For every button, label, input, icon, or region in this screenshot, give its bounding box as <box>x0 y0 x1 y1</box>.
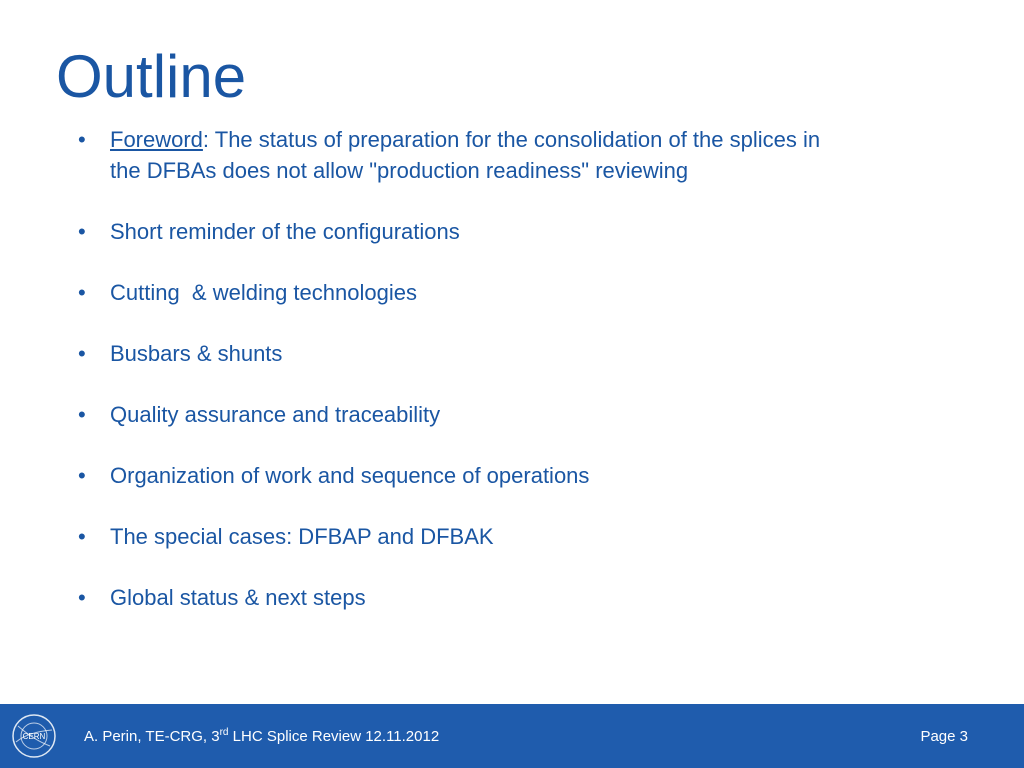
bullet-item-quality <box>72 399 832 430</box>
bullet-item-global-status <box>72 582 832 613</box>
footer-author-prefix: A. Perin, TE-CRG, 3 <box>84 728 220 745</box>
footer-bar <box>0 704 1024 768</box>
bullet-text: Cutting & welding technologies <box>110 280 417 305</box>
bullet-item-foreword <box>72 124 832 186</box>
bullet-text: Organization of work and sequence of operations <box>110 463 590 488</box>
bullet-item-cutting-welding <box>72 277 832 308</box>
bullet-text: Quality assurance and traceability <box>110 402 441 427</box>
page-number: Page 3 <box>920 728 968 745</box>
bullet-text: Busbars & shunts <box>110 341 283 366</box>
bullet-text: The special cases: DFBAP and DFBAK <box>110 524 494 549</box>
bullet-item-special-cases <box>72 521 832 552</box>
bullet-item-configurations <box>72 216 832 247</box>
footer-author <box>84 728 439 745</box>
footer-author-suffix: LHC Splice Review 12.11.2012 <box>228 728 440 745</box>
bullet-lead-foreword: Foreword <box>110 127 203 152</box>
footer-author-sup: rd <box>219 727 229 738</box>
bullet-text: Global status & next steps <box>110 585 366 610</box>
slide-title: Outline <box>56 43 247 110</box>
bullet-text-foreword: : The status of preparation for the consolidation of the splices in the DFBAs does not allow "production readiness" reviewing <box>110 127 821 183</box>
bullet-text: Short reminder of the configurations <box>110 219 460 244</box>
bullet-list <box>72 124 832 643</box>
cern-logo-icon <box>10 712 58 760</box>
bullet-item-busbars <box>72 338 832 369</box>
cern-logo-text: CERN <box>22 732 46 741</box>
cern-logo <box>10 712 58 760</box>
bullet-item-organization <box>72 460 832 491</box>
